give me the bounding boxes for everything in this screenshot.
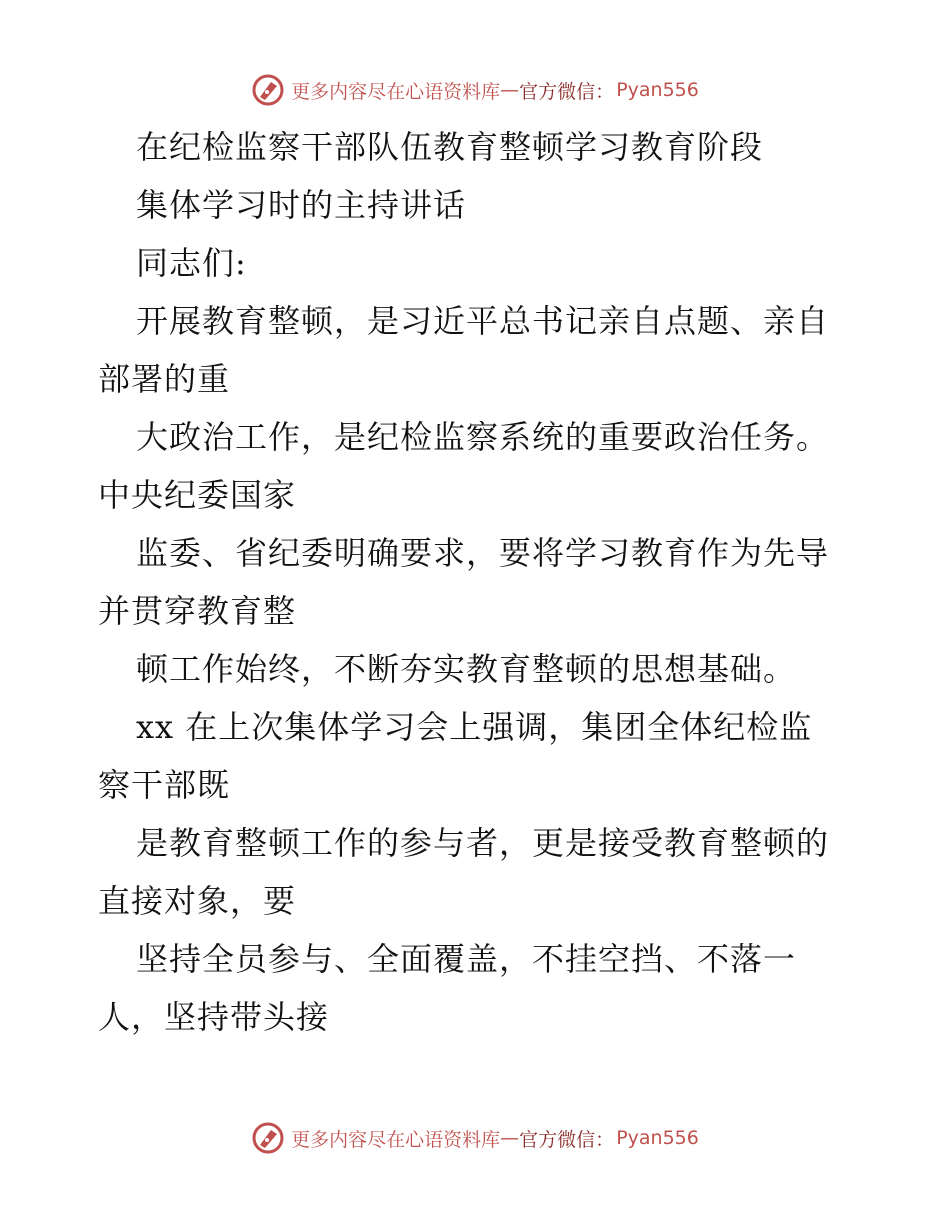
watermark-header [0, 70, 950, 110]
doc-line: 顿工作始终，不断夯实教育整顿的思想基础。 [136, 650, 797, 688]
doc-line: 是教育整顿工作的参与者，更是接受教育整顿的 [136, 824, 830, 862]
doc-line: 察干部既 [98, 766, 231, 804]
pen-nib-logo-icon [251, 73, 285, 107]
watermark-contact-label: 官方微信： [519, 1128, 615, 1151]
pen-nib-logo-icon [251, 1121, 285, 1155]
watermark-separator: — [500, 1127, 520, 1149]
doc-line-title: 在纪检监察干部队伍教育整顿学习教育阶段 [136, 128, 764, 166]
doc-line: 开展教育整顿，是习近平总书记亲自点题、亲自 [136, 302, 830, 340]
doc-line-subtitle: 集体学习时的主持讲话 [136, 186, 467, 224]
doc-line: 部署的重 [98, 360, 231, 398]
watermark-footer [0, 1118, 950, 1158]
doc-line: xx 在上次集体学习会上强调，集团全体纪检监 [136, 708, 813, 746]
doc-line: 坚持全员参与、全面覆盖，不挂空挡、不落一 [136, 940, 797, 978]
doc-line: 监委、省纪委明确要求，要将学习教育作为先导 [136, 534, 830, 572]
doc-line: 并贯穿教育整 [98, 592, 297, 630]
doc-line: 直接对象，要 [98, 882, 297, 920]
doc-line-salutation: 同志们: [136, 244, 247, 282]
watermark-contact: Pyan556 [616, 1127, 699, 1149]
doc-line: 大政治工作，是纪检监察系统的重要政治任务。 [136, 418, 830, 456]
doc-line: 中央纪委国家 [98, 476, 297, 514]
watermark-contact-label: 官方微信： [519, 80, 615, 103]
watermark-separator: — [500, 79, 520, 101]
watermark-contact: Pyan556 [616, 79, 699, 101]
document-body [98, 118, 858, 1046]
doc-line: 人，坚持带头接 [98, 998, 330, 1036]
watermark-text: 更多内容尽在心语资料库 [291, 80, 501, 103]
watermark-text: 更多内容尽在心语资料库 [291, 1128, 501, 1151]
